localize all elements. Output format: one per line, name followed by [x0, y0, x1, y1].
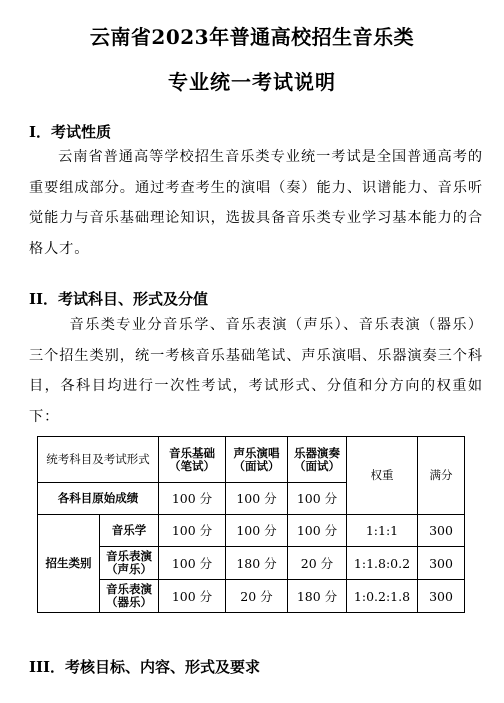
- table-cell: 180 分: [226, 547, 288, 580]
- section3-heading: III．考核目标、内容、形式及要求: [29, 658, 261, 676]
- full-score-cell: 300: [418, 580, 465, 613]
- document-title-line2: 专业统一考试说明: [168, 70, 336, 94]
- weight-cell: 1:1.8:0.2: [347, 547, 418, 580]
- table-cell: 100 分: [226, 515, 288, 547]
- header-full-score: 满分: [418, 437, 465, 515]
- table-header-row: [38, 437, 465, 483]
- table-row: [38, 515, 465, 547]
- table-cell: 100 分: [159, 515, 226, 547]
- raw-score-label: 各科目原始成绩: [38, 483, 159, 515]
- category-label: 招生类别: [38, 515, 100, 613]
- category-name: 音乐学: [100, 515, 159, 547]
- section1-line: 音乐听觉能力与音乐基础理论知识，选拔具备音乐类专业学习基: [29, 179, 483, 226]
- full-score-cell: 300: [418, 547, 465, 580]
- section2-line: 三个招生类别，统一考核音乐基础笔试、声乐演唱、乐器演奏三: [29, 347, 453, 364]
- header-weight: 权重: [347, 437, 418, 515]
- section2-paragraph: [29, 310, 483, 432]
- header-music-basics: 音乐基础 （笔试）: [159, 437, 226, 483]
- score-table: [37, 436, 465, 613]
- table-cell: 100 分: [288, 515, 347, 547]
- section2-line: 个科目，各科目均进行一次性考试，考试形式、分值和分方向的: [29, 347, 483, 394]
- table-cell: 20 分: [226, 580, 288, 613]
- category-name: 音乐表演 （器乐）: [100, 580, 159, 613]
- section1-line: 云南省普通高等学校招生音乐类专业统一考试是全国普通高: [58, 149, 453, 165]
- section1-paragraph: [29, 142, 483, 264]
- table-cell: 100 分: [288, 483, 347, 515]
- weight-cell: 1:0.2:1.8: [347, 580, 418, 613]
- table-cell: 100 分: [159, 580, 226, 613]
- table-row: [38, 580, 465, 613]
- section1-line: 本能力的合格人才。: [29, 210, 483, 257]
- table-cell: 20 分: [288, 547, 347, 580]
- header-instrument: 乐器演奏 （面试）: [288, 437, 347, 483]
- full-score-cell: 300: [418, 515, 465, 547]
- section2-line: 权重如下：: [29, 378, 484, 425]
- header-subject-form: 统考科目及考试形式: [38, 437, 159, 483]
- section2-line: 音乐类专业分音乐学、音乐表演（声乐）、音乐表演（器乐）: [69, 317, 483, 333]
- table-row: [38, 547, 465, 580]
- table-cell: 100 分: [159, 547, 226, 580]
- table-cell: 100 分: [226, 483, 288, 515]
- section1-line: 考的重要组成部分。通过考查考生的演唱（奏）能力、识谱能力、: [29, 149, 483, 196]
- header-vocal: 声乐演唱 （面试）: [226, 437, 288, 483]
- category-name: 音乐表演 （声乐）: [100, 547, 159, 580]
- table-cell: 180 分: [288, 580, 347, 613]
- section1-heading: I．考试性质: [29, 123, 112, 141]
- section2-heading: II．考试科目、形式及分值: [29, 290, 209, 308]
- document-title-line1: 云南省2023年普通高校招生音乐类: [89, 25, 415, 49]
- table-cell: 100 分: [159, 483, 226, 515]
- weight-cell: 1:1:1: [347, 515, 418, 547]
